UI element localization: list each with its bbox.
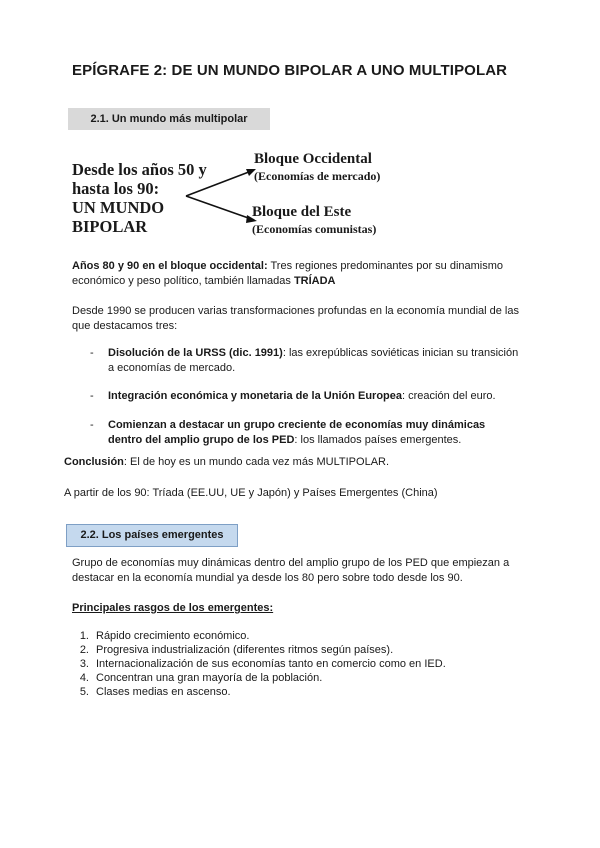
para-bold: TRÍADA: [293, 275, 336, 287]
bloque-occidental-title: Bloque Occidental: [254, 151, 372, 167]
diagram-arrows: [180, 160, 260, 232]
paragraph-from-90: A partir de los 90: Tríada (EE.UU, UE y Japón) y Países Emergentes (China): [64, 487, 438, 499]
para-text: económico y peso político, también llamadas: [72, 275, 294, 287]
conclusion-bold: Conclusión: [64, 456, 124, 468]
bullet-bold: Integración económica y monetaria de la Unión Europea: [108, 390, 403, 402]
list-text: Progresiva industrialización (diferentes ritmos según países).: [96, 644, 394, 656]
bullet-text: : creación del euro.: [402, 390, 496, 402]
bullet-bold: Comienzan a destacar un grupo creciente de economías muy dinámicas: [108, 419, 486, 431]
rasgos-list: [72, 629, 446, 699]
list-text: Internacionalización de sus economías tanto en comercio como en IED.: [96, 658, 446, 670]
list-text: Concentran una gran mayoría de la población.: [96, 672, 323, 684]
bullet-text: : los llamados países emergentes.: [294, 434, 462, 446]
paragraph-1990: [72, 304, 519, 334]
paragraph-emergentes: [72, 556, 509, 586]
bullet-emergentes: [0, 418, 600, 448]
list-item: [72, 685, 446, 699]
list-number: 5.: [79, 686, 89, 698]
para-text: Tres regiones predominantes por su dinamismo: [267, 260, 504, 272]
bullet-ue: [0, 389, 600, 404]
diagram-left-line: UN MUNDO: [72, 198, 165, 217]
page-title: EPÍGRAFE 2: DE UN MUNDO BIPOLAR A UNO MULTIPOLAR: [72, 62, 508, 79]
bullet-dash: -: [90, 419, 94, 431]
conclusion: [64, 455, 389, 470]
diagram-left-line: Desde los años 50 y: [72, 160, 207, 179]
list-number: 1.: [79, 630, 89, 642]
bullet-dash: -: [90, 390, 94, 402]
arrow-to-este: [186, 196, 254, 220]
conclusion-text: : El de hoy es un mundo cada vez más MULTIPOLAR.: [123, 456, 390, 468]
bloque-este-sub: (Economías comunistas): [252, 222, 377, 236]
rasgos-heading: Principales rasgos de los emergentes:: [72, 602, 274, 614]
para-bold: Años 80 y 90 en el bloque occidental:: [72, 260, 268, 272]
paragraph-triada: [72, 259, 503, 289]
para-line: destacar en la economía mundial ya desde los 80 pero sobre todo desde los 90.: [72, 572, 463, 584]
bloque-este-title: Bloque del Este: [252, 204, 352, 220]
list-item: [72, 657, 446, 671]
bullet-text: : las exrepúblicas soviéticas inician su transición: [282, 347, 519, 359]
section-heading-2-1: 2.1. Un mundo más multipolar: [68, 108, 270, 130]
list-item: [72, 629, 446, 643]
list-item: [72, 671, 446, 685]
bloque-occidental-sub: (Economías de mercado): [254, 169, 381, 183]
list-number: 2.: [79, 644, 89, 656]
list-number: 3.: [79, 658, 89, 670]
bullet-line2: a economías de mercado.: [108, 362, 236, 374]
list-text: Clases medias en ascenso.: [96, 686, 231, 698]
para-line: que destacamos tres:: [72, 320, 178, 332]
diagram-left-line: hasta los 90:: [72, 179, 160, 198]
bullet-bold: Disolución de la URSS (dic. 1991): [108, 347, 283, 359]
section-heading-2-2: 2.2. Los países emergentes: [66, 524, 238, 547]
para-line: Grupo de economías muy dinámicas dentro del amplio grupo de los PED que empiezan a: [72, 557, 510, 569]
bullet-urss: [0, 346, 600, 376]
list-item: [72, 643, 446, 657]
para-line: Desde 1990 se producen varias transformaciones profundas en la economía mundial de las: [72, 305, 519, 317]
bullet-bold: dentro del amplio grupo de los PED: [108, 434, 295, 446]
diagram-left-line: BIPOLAR: [72, 217, 148, 236]
arrow-to-occidental: [186, 170, 254, 196]
list-number: 4.: [79, 672, 89, 684]
bullet-dash: -: [90, 347, 94, 359]
list-text: Rápido crecimiento económico.: [96, 630, 250, 642]
